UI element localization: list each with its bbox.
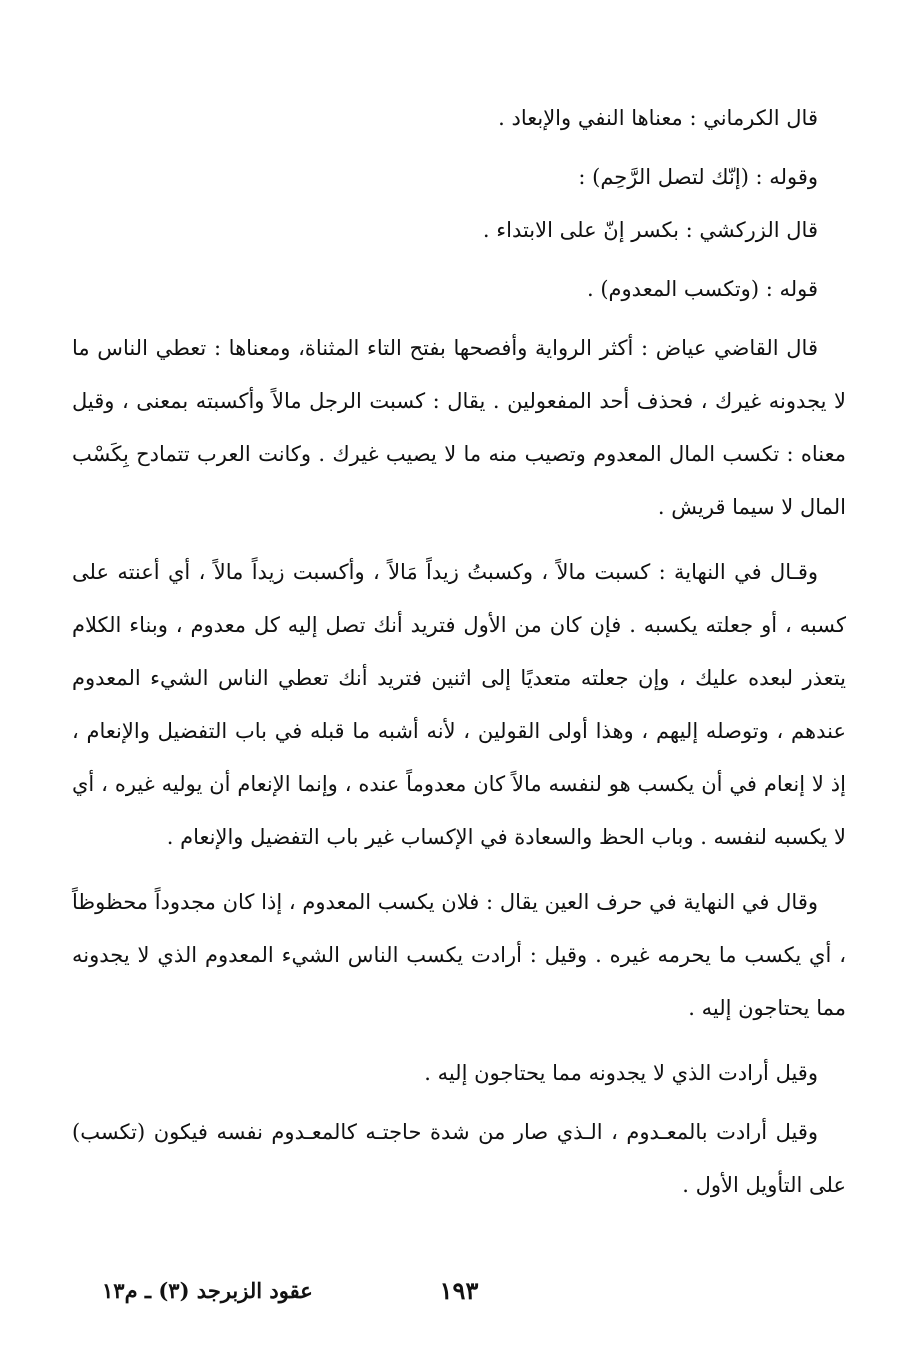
paragraph-nihaya-ayn: وقال في النهاية في حرف العين يقال : فلان يكسب المعدوم ، إذا كان مجدوداً محظوظاً ، أي يكسب ما يحرمه غيره . وقيل : أرادت يكسب الناس الشيء المعدوم الذي لا يجدونه مما يحتاجون إليه .	[72, 890, 846, 1020]
paragraph-zarkashi: قال الزركشي : بكسر إنّ على الابتداء .	[482, 218, 818, 242]
paragraph-quote-maadoum: قوله : (وتكسب المعدوم) .	[587, 277, 818, 301]
paragraph-qila-1: وقيل أرادت الذي لا يجدونه مما يحتاجون إليه .	[424, 1061, 818, 1085]
page-number: ١٩٣	[439, 1276, 479, 1305]
page-footer	[72, 1276, 846, 1316]
page-body-text	[72, 92, 846, 1224]
paragraph-kirmani: قال الكرماني : معناها النفي والإبعاد .	[498, 106, 818, 130]
paragraph-qila-2: وقيل أرادت بالمعـدوم ، الـذي صار من شدة حاجتـه كالمعـدوم نفسه فيكون (تكسب) على التأويل الأول .	[72, 1120, 846, 1197]
book-title-footer: عقود الزبرجد (٣) ـ م١٣	[102, 1278, 313, 1303]
paragraph-qadi-iyad: قال القاضي عياض : أكثر الرواية وأفصحها بفتح التاء المثناة، ومعناها : تعطي الناس ما لا يجدونه غيرك ، فحذف أحد المفعولين . يقال : كسبت الرجل مالاً وأكسبته بمعنى ، وقيل معناه : تكسب المال المعدوم وتصيب منه ما لا يصيب غيرك . وكانت العرب تتمادح بِكَسْب المال لا سيما قريش .	[72, 336, 846, 519]
paragraph-quote-rahim: وقوله : (إنّك لتصل الرَّحِم) :	[578, 165, 818, 189]
paragraph-nihaya: وقـال في النهاية : كسبت مالاً ، وكسبتُ زيداً مَالاً ، وأكسبت زيداً مالاً ، أي أعنته على كسبه ، أو جعلته يكسبه . فإن كان من الأول فتريد أنك تصل إليه كل معدوم ، وبناء الكلام يتعذر لبعده عليك ، وإن جعلته متعديًا إلى اثنين فتريد أنك تعطي الناس الشيء المعدوم عندهم ، وتوصله إليهم ، وهذا أولى القولين ، لأنه أشبه ما قبله في باب التفضيل والإنعام ، إذ لا إنعام في أن يكسب هو لنفسه مالاً كان معدوماً عنده ، وإنما الإنعام أن يوليه غيره ، أي لا يكسبه لنفسه . وباب الحظ والسعادة في الإكساب غير باب التفضيل والإنعام .	[72, 560, 846, 849]
